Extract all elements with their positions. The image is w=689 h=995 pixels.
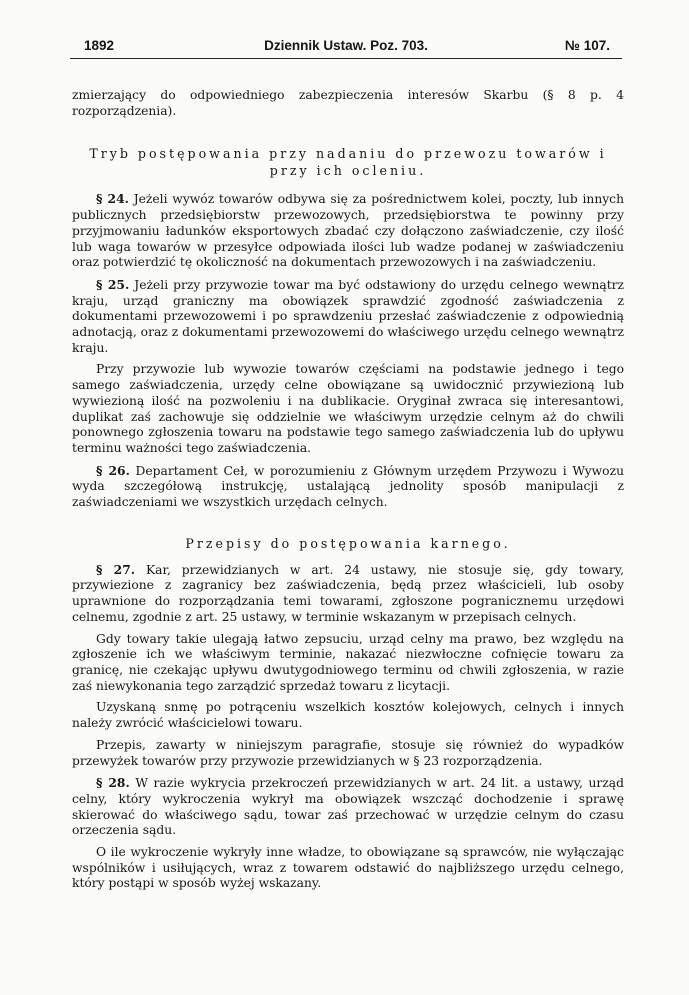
journal-title: Dziennik Ustaw. Poz. 703. xyxy=(264,38,428,53)
section-text-28: W razie wykrycia przekroczeń przewidzianych w art. 24 lit. a ustawy, urząd celny, który wykroczenia wykrył ma obowiązek wszcząć dochodzenie i sprawę skierować do właściwego sądu, towar zaś przechować w urzędzie celnym do czasu orzeczenia sądu. xyxy=(72,776,624,838)
section-text-24: Jeżeli wywóz towarów odbywa się za pośrednictwem kolei, poczty, lub innych publicznych przedsiębiorstw przewozowych, przedsiębiorstwa te powinny przy przyjmowaniu ładunków eksportowych zbadać czy dołączono zaświadczenie, czy ilość lub waga towarów w przesyłce odpowiada ilości lub wadze podanej w zaświadczeniu oraz potwierdzić tę okoliczność na dokumentach przewozowych i na zaświadczeniu. xyxy=(72,192,624,270)
page-header xyxy=(70,36,622,59)
paragraph-s25 xyxy=(72,277,624,357)
section-text-25: Jeżeli przy przywozie towar ma być odstawiony do urzędu celnego wewnątrz kraju, urząd graniczny ma obowiązek sprawdzić zgodność zaświadczenia z dokumentami przewozowemi i po sprawdzeniu przesłać zaświadczenie z odpowiednią adnotacją, oraz z dokumentami przewozowemi do właściwego urzędu celnego wewnątrz kraju. xyxy=(72,277,624,355)
document-body xyxy=(72,88,624,898)
paragraph-s27-surplus: Przepis, zawarty w niniejszym paragrafie, stosuje się również do wypadków przewyżek towarów przy przywozie przewidzianych w § 23 rozporządzenia. xyxy=(72,737,624,768)
section-label-28: § 28. xyxy=(96,775,130,791)
section-label-24: § 24. xyxy=(96,191,129,207)
paragraph-s27 xyxy=(72,562,624,626)
section-label-25: § 25. xyxy=(96,276,130,292)
paragraph-s27-perishable: Gdy towary takie ulegają łatwo zepsuciu, urząd celny ma prawo, bez względu na zgłoszenie ich we właściwym terminie, nakazać niezwłoczne cofnięcie towaru za granicę, nie czekając upływu dwutygodniowego terminu od chwili zgłoszenia, w razie zaś niewykonania tego zarządzić sprzedaż towaru z licytacji. xyxy=(72,631,624,693)
paragraph-s26 xyxy=(72,463,624,511)
section-text-27: Kar, przewidzianych w art. 24 ustawy, nie stosuje się, gdy towary, przywiezione z zagranicy bez zaświadczenia, będą przez właścicieli, lub osoby uprawnione do rozporządzania temi towarami, zgłoszone pogranicznemu urzędowi celnemu, zgodnie z art. 25 ustawy, w terminie wskazanym w przepisach celnych. xyxy=(72,562,624,624)
section-label-26: § 26. xyxy=(96,462,130,478)
section-heading-penal: Przepisy do postępowania karnego. xyxy=(185,535,511,551)
intro-paragraph: zmierzający do odpowiedniego zabezpieczenia interesów Skarbu (§ 8 p. 4 rozporządzenia). xyxy=(72,88,624,118)
paragraph-s28-other-authorities: O ile wykroczenie wykryły inne władze, to obowiązane są sprawców, nie wyłączając wspólników i usiłujących, wraz z towarem odstawić do najbliższego urzędu celnego, który postąpi w sposób wyżej wskazany. xyxy=(72,845,624,891)
section-heading-transport: Tryb postępowania przy nadaniu do przewozu towarów i przy ich ocleniu. xyxy=(89,146,607,179)
paragraph-s27-proceeds: Uzyskaną snmę po potrąceniu wszelkich kosztów kolejowych, celnych i innych należy zwrócić właścicielowi towaru. xyxy=(72,700,624,731)
paragraph-s25-continued: Przy przywozie lub wywozie towarów częściami na podstawie jednego i tego samego zaświadczenia, urzędy celne obowiązane są uwidocznić przywiezioną lub wywiezioną ilość na pozwoleniu i na dublikacie. Oryginał zwraca się interesantowi, duplikat zaś zachowuje się oddzielnie we właściwym urzędzie celnym aż do chwili ponownego zgłoszenia towaru na podstawie tego samego zaświadczenia lub do upływu terminu ważności tego zaświadczenia. xyxy=(72,362,624,455)
section-label-27: § 27. xyxy=(96,561,136,577)
page-number: 1892 xyxy=(84,38,115,53)
paragraph-s28 xyxy=(72,775,624,839)
section-text-26: Departament Ceł, w porozumieniu z Głównym urzędem Przywozu i Wywozu wyda szczegółową instrukcję, ustalającą jednolity sposób manipulacji z zaświadczeniami we wszystkich urzędach celnych. xyxy=(72,463,624,510)
issue-number: № 107. xyxy=(564,38,610,53)
paragraph-s24 xyxy=(72,191,624,271)
